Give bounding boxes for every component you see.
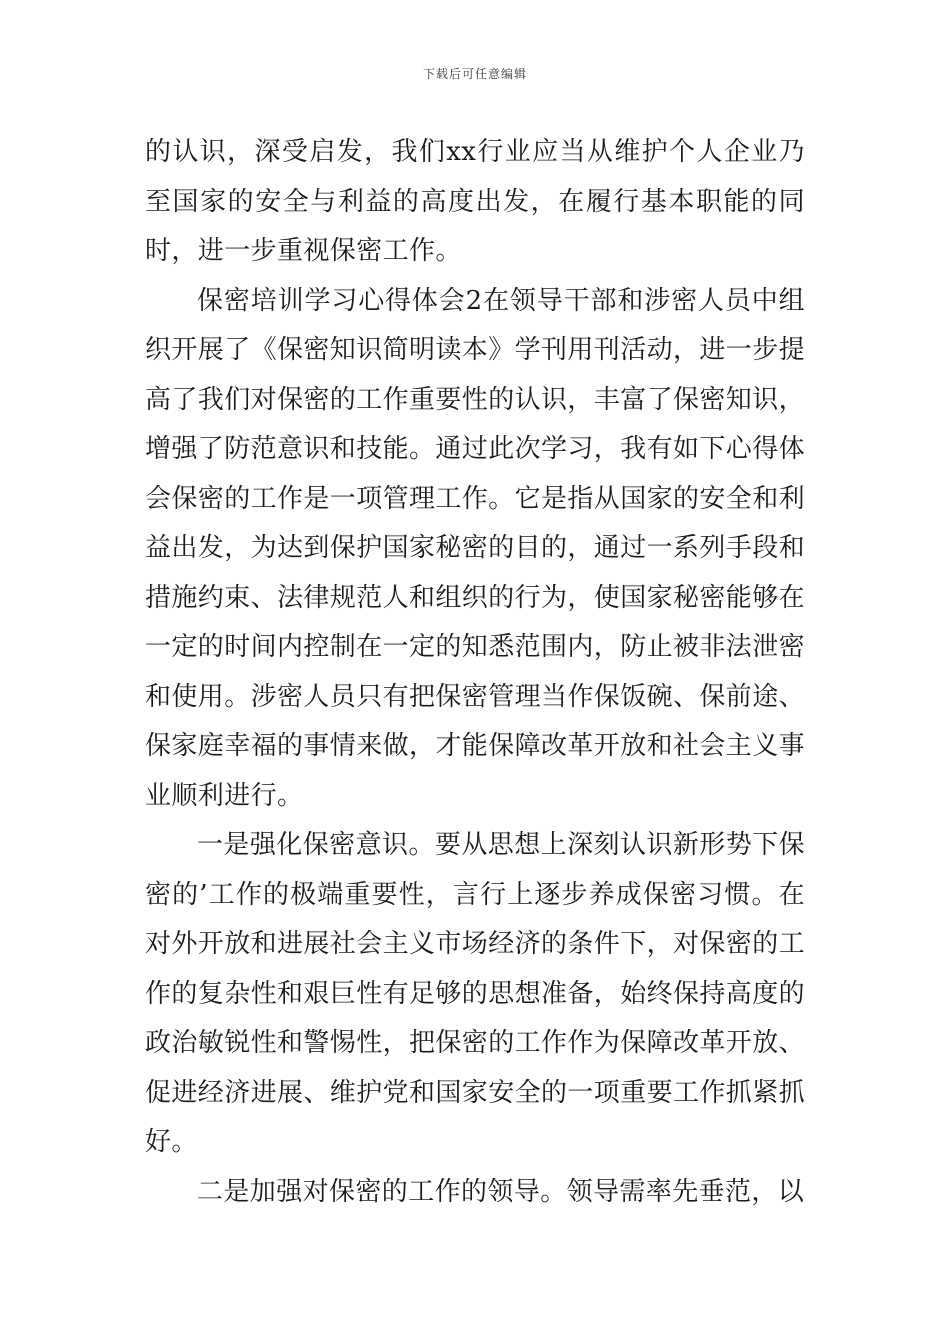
paragraph-point-one: 一是强化保密意识。要从思想上深刻认识新形势下保密的’工作的极端重要性，言行上逐步养成保密习惯。在对外开放和进展社会主义市场经济的条件下，对保密的工作的复杂性和艰巨性有足够的思想准备，始终保持高度的政治敏锐性和警惕性，把保密的工作作为保障改革开放、促进经济进展、维护党和国家安全的一项重要工作抓紧抓好。 [145,830,806,1157]
document-body [145,128,805,1217]
paragraph-experience-2: 保密培训学习心得体会2在领导干部和涉密人员中组织开展了《保密知识简明读本》学刊用刊活动，进一步提高了我们对保密的工作重要性的认识，丰富了保密知识，增强了防范意识和技能。通过此次学习，我有如下心得体会保密的工作是一项管理工作。它是指从国家的安全和利益出发，为达到保护国家秘密的目的，通过一系列手段和措施约束、法律规范人和组织的行为，使国家秘密能够在一定的时间内控制在一定的知悉范围内，防止被非法泄密和使用。涉密人员只有把保密管理当作保饭碗、保前途、保家庭幸福的事情来做，才能保障改革开放和社会主义事业顺利进行。 [145,285,806,811]
paragraph-continuation: 的认识，深受启发，我们xx行业应当从维护个人企业乃至国家的安全与利益的高度出发，在履行基本职能的同时，进一步重视保密工作。 [145,137,805,266]
paragraph-point-two: 二是加强对保密的工作的领导。领导需率先垂范，以 [197,1176,805,1207]
header-note: 下载后可任意编辑 [422,67,527,81]
